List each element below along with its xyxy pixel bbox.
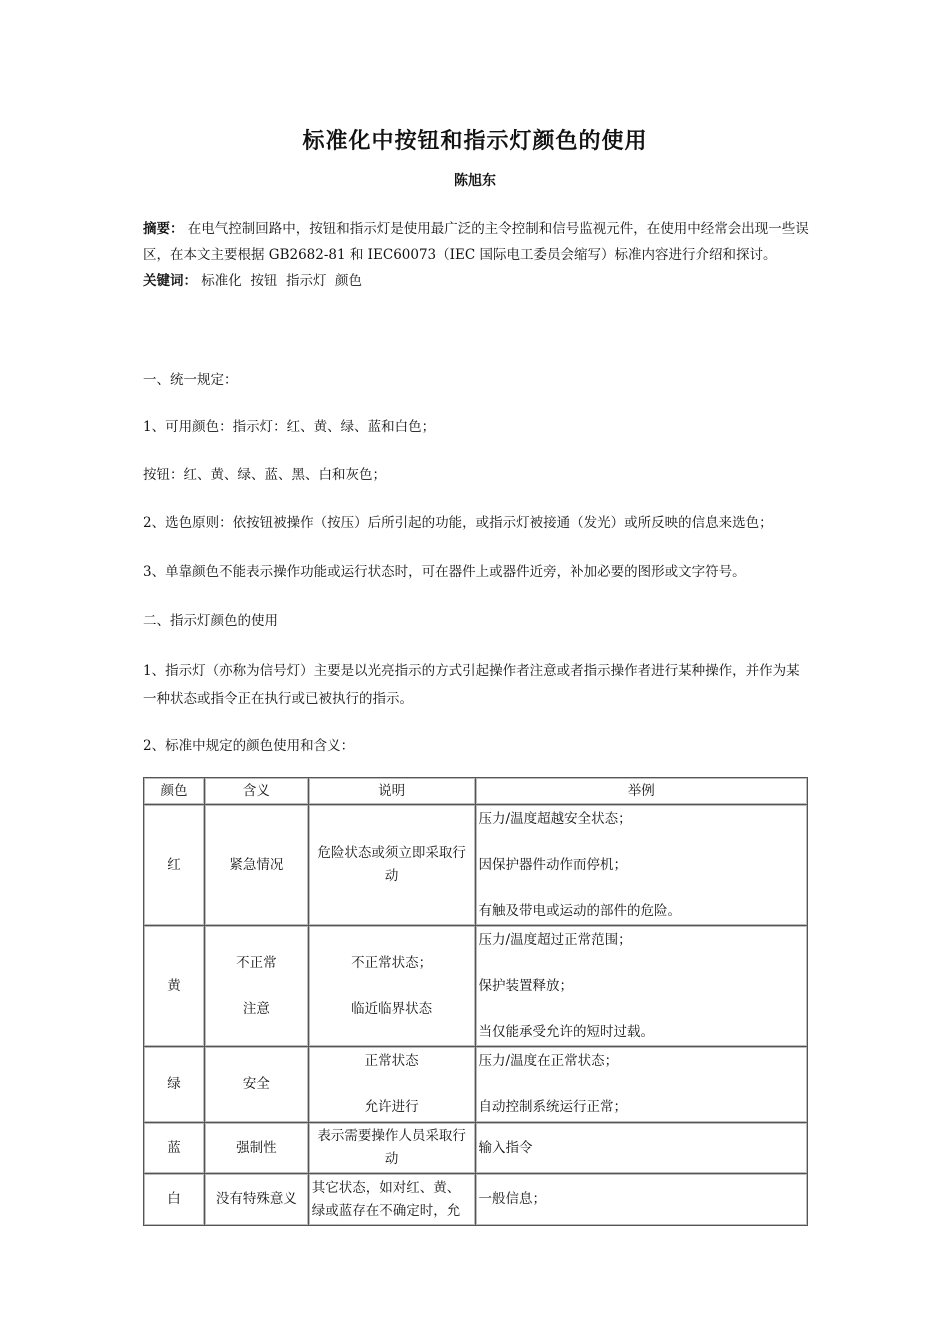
desc-cell — [308, 926, 475, 1047]
example-line: 保护装置释放； — [478, 977, 574, 994]
meaning-cell: 紧急情况 — [204, 805, 308, 926]
table-row — [144, 1047, 808, 1123]
desc-cell — [308, 1047, 475, 1123]
paragraph: 按钮：红、黄、绿、蓝、黑、白和灰色； — [143, 467, 386, 483]
example-line: 压力/温度在正常状态； — [478, 1053, 619, 1069]
meaning-line: 注意 — [242, 1000, 270, 1017]
author: 陈旭东 — [454, 173, 496, 189]
header-cell: 含义 — [204, 778, 308, 805]
desc-text: 其它状态，如对红、黄、绿或蓝存在不确定时，允 — [311, 1179, 461, 1219]
keywords-label: 关键词： — [143, 273, 197, 289]
paragraph: 2、标准中规定的颜色使用和含义： — [143, 738, 355, 754]
keywords: 标准化 按钮 指示灯 颜色 — [201, 273, 363, 289]
abstract-label: 摘要： — [143, 221, 184, 237]
example-line: 当仅能承受允许的短时过载。 — [478, 1023, 655, 1040]
example-line: 有触及带电或运动的部件的危险。 — [478, 902, 682, 919]
example-line: 压力/温度超过正常范围； — [478, 931, 632, 948]
paragraph: 1、指示灯（亦称为信号灯）主要是以光亮指示的方式引起操作者注意或者指示操作者进行某种操作，并作为某一种状态或指令正在执行或已被执行的指示。 — [143, 663, 800, 707]
desc-line: 临近临界状态 — [351, 1000, 433, 1017]
paragraph: 1、可用颜色：指示灯：红、黄、绿、蓝和白色； — [143, 419, 436, 435]
desc-line: 正常状态 — [364, 1053, 419, 1069]
abstract-block — [143, 216, 811, 294]
keywords-line — [143, 268, 811, 294]
color-table — [143, 777, 808, 1226]
table-row — [144, 805, 808, 926]
paragraph: 2、选色原则：依按钮被操作（按压）后所引起的功能，或指示灯被接通（发光）或所反映的信息来选色； — [143, 515, 773, 531]
meaning-cell — [204, 926, 308, 1047]
table-row — [144, 1174, 808, 1226]
example-cell: 一般信息； — [475, 1174, 807, 1226]
header-cell: 说明 — [308, 778, 475, 805]
color-cell: 蓝 — [144, 1123, 205, 1174]
meaning-line: 不正常 — [236, 954, 277, 971]
section-heading: 一、统一规定： — [143, 372, 238, 388]
example-cell — [475, 1047, 807, 1123]
example-line: 因保护器件动作而停机； — [478, 856, 628, 873]
color-cell: 红 — [144, 805, 205, 926]
abstract-text: 在电气控制回路中，按钮和指示灯是使用最广泛的主令控制和信号监视元件，在使用中经常会出现一些误区，在本文主要根据 GB2682-81 和 IEC60073（IEC 国际电工委员会缩写）标准内容进行介绍和探讨。 — [143, 221, 809, 263]
table-row — [144, 926, 808, 1047]
example-line: 自动控制系统运行正常； — [478, 1099, 628, 1115]
abstract-paragraph — [143, 216, 811, 268]
example-cell — [475, 805, 807, 926]
desc-cell: 危险状态或须立即采取行动 — [308, 805, 475, 926]
section-heading: 二、指示灯颜色的使用 — [143, 613, 278, 629]
example-cell — [475, 926, 807, 1047]
desc-line: 不正常状态； — [351, 954, 433, 971]
meaning-cell: 没有特殊意义 — [204, 1174, 308, 1226]
color-cell: 绿 — [144, 1047, 205, 1123]
table-header-row — [144, 778, 808, 805]
paragraph: 3、单靠颜色不能表示操作功能或运行状态时，可在器件上或器件近旁，补加必要的图形或文字符号。 — [143, 564, 746, 580]
header-cell: 举例 — [475, 778, 807, 805]
document-title: 标准化中按钮和指示灯颜色的使用 — [302, 128, 648, 154]
meaning-cell: 安全 — [204, 1047, 308, 1123]
desc-cell: 表示需要操作人员采取行动 — [308, 1123, 475, 1174]
example-cell: 输入指令 — [475, 1123, 807, 1174]
table-row — [144, 1123, 808, 1174]
color-cell: 白 — [144, 1174, 205, 1226]
example-line: 压力/温度超越安全状态； — [478, 810, 632, 827]
color-cell: 黄 — [144, 926, 205, 1047]
desc-line: 允许进行 — [364, 1099, 419, 1115]
header-cell: 颜色 — [144, 778, 205, 805]
desc-cell — [308, 1174, 475, 1226]
meaning-cell: 强制性 — [204, 1123, 308, 1174]
